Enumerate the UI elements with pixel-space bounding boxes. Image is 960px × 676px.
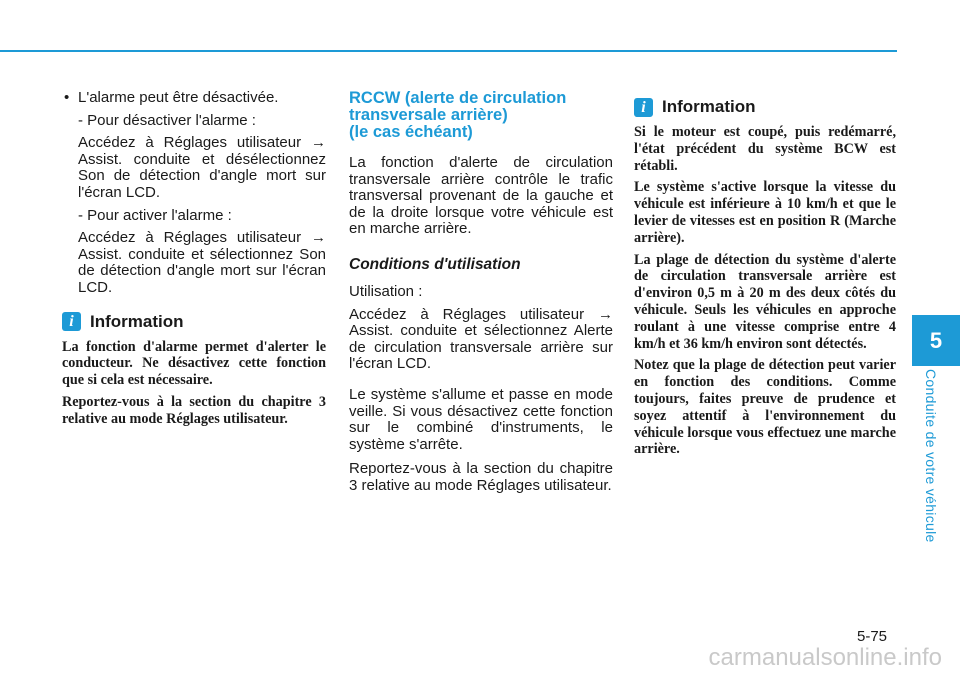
watermark: carmanualsonline.info — [708, 644, 942, 671]
section-title-line: transversale arrière) — [349, 106, 508, 124]
bullet-dot: • — [64, 89, 70, 106]
info-body — [62, 339, 326, 428]
info-paragraph: La fonction d'alarme permet d'alerter le conducteur. Ne désactivez cette fonction que si cela est nécessaire. — [62, 338, 326, 389]
activate-label: - Pour activer l'alarme : — [78, 206, 232, 224]
chapter-label: Conduite de votre véhicule — [923, 369, 939, 543]
section-title-line: RCCW (alerte de circulation — [349, 89, 567, 107]
section-title — [349, 90, 613, 141]
info-heading — [62, 311, 326, 333]
column-2 — [349, 90, 613, 495]
info-paragraph: La plage de détection du système d'alerte de circulation transversale arrière est d'environ 0,5 m à 20 m des deux côtés du véhicule. Seuls les véhicules en approche roulant à une vitesse comprise entre 4 km/h et 36 km/h environ sont détectés. — [634, 251, 896, 352]
page-number: 5-75 — [857, 628, 888, 645]
chapter-tab: 5 — [912, 315, 960, 366]
info-heading — [634, 96, 896, 118]
info-title: Information — [662, 97, 756, 116]
standby-paragraph: Le système s'allume et passe en mode veille. Si vous désactivez cette fonction sur le combiné d'instruments, le système s'arrête. — [349, 385, 613, 453]
info-paragraph: Reportez-vous à la section du chapitre 3 relative au mode Réglages utilisateur. — [62, 393, 326, 427]
refer-paragraph: Reportez-vous à la section du chapitre 3 relative au mode Réglages utilisateur. — [349, 460, 613, 494]
bullet-text: L'alarme peut être désactivée. — [78, 89, 279, 106]
info-icon: i — [62, 312, 81, 331]
info-body — [634, 124, 896, 458]
info-paragraph: Si le moteur est coupé, puis redémarré, l'état précédent du système BCW est rétabli. — [634, 124, 896, 174]
info-icon: i — [634, 98, 653, 117]
activate-steps: Accédez à Réglages utilisateur → Assist. conduite et sélectionnez Son de détection d'angle mort sur l'écran LCD. — [78, 229, 326, 296]
intro-paragraph: La fonction d'alerte de circulation transversale arrière contrôle le trafic transversal provenant de la gauche et de la droite lorsque votre véhicule est en marche arrière. — [349, 154, 613, 238]
section-title-line: (le cas échéant) — [349, 123, 473, 141]
info-paragraph: Le système s'active lorsque la vitesse du véhicule est inférieure à 10 km/h et que le levier de vitesses est en position R (Marche arrière). — [634, 179, 896, 246]
info-title: Information — [90, 311, 184, 331]
usage-steps: Accédez à Réglages utilisateur → Assist. conduite et sélectionnez Alerte de circulation transversale arrière sur l'écran LCD. — [349, 305, 613, 373]
usage-label: Utilisation : — [349, 282, 423, 300]
info-paragraph: Notez que la plage de détection peut varier en fonction des conditions. Comme toujours, faites preuve de prudence et soyez attentif à l'environnement du véhicule lorsque vous effectuez une marche arrière. — [634, 357, 896, 458]
deactivate-label: - Pour désactiver l'alarme : — [78, 111, 256, 129]
column-3 — [634, 96, 896, 463]
column-1 — [62, 90, 326, 433]
bullet-item — [62, 90, 326, 107]
top-divider — [0, 50, 897, 52]
deactivate-steps: Accédez à Réglages utilisateur → Assist. conduite et désélectionnez Son de détection d'angle mort sur l'écran LCD. — [78, 134, 326, 201]
conditions-title: Conditions d'utilisation — [349, 255, 521, 273]
